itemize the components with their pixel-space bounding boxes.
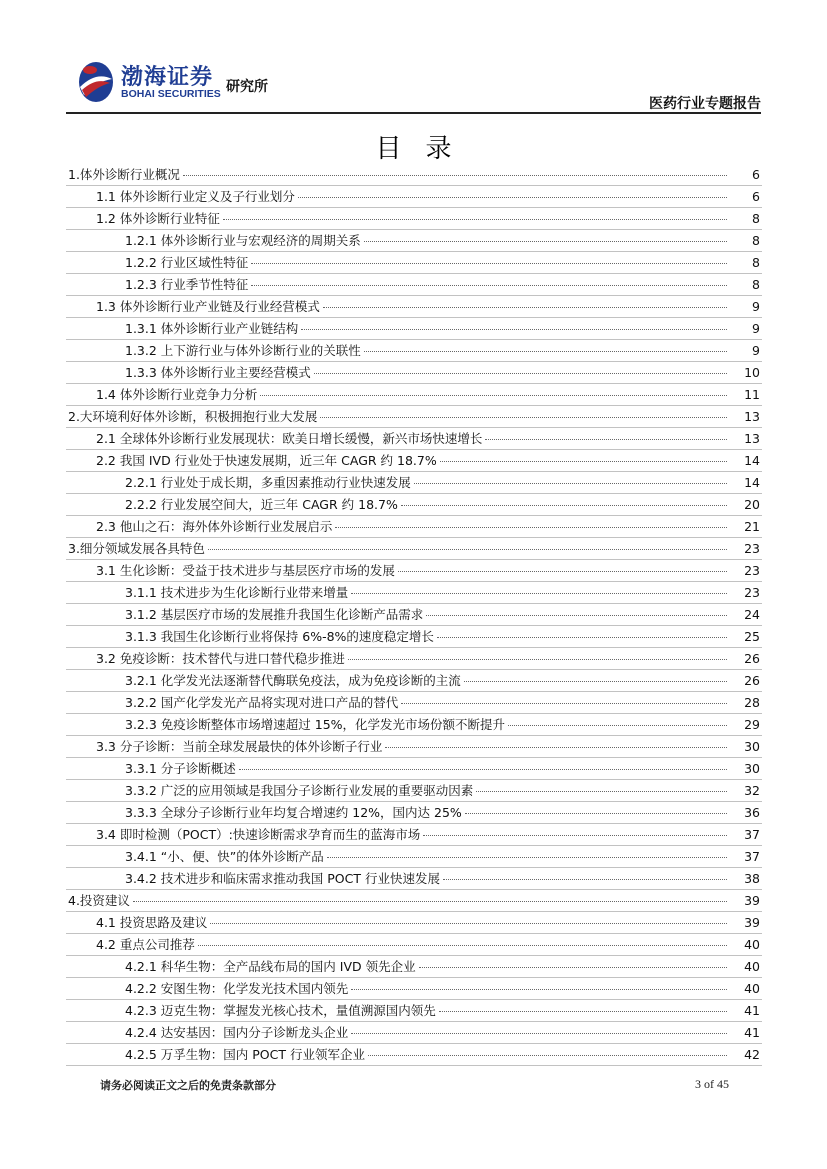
toc-entry-page: 40: [744, 981, 760, 996]
toc-entry-page: 30: [744, 761, 760, 776]
toc-entry-label: 4.投资建议: [68, 893, 130, 908]
toc-entry[interactable]: [66, 956, 762, 978]
toc-entry[interactable]: [66, 406, 762, 428]
toc-entry-label: 3.1.1 技术进步为生化诊断行业带来增量: [125, 585, 349, 600]
toc-entry-label: 3.3 分子诊断：当前全球发展最快的体外诊断子行业: [96, 739, 383, 754]
toc-entry-page: 9: [752, 321, 760, 336]
toc-entry-label: 2.2.2 行业发展空间大，近三年 CAGR 约 18.7%: [125, 497, 398, 512]
toc-entry-label: 4.2.2 安图生物：化学发光技术国内领先: [125, 981, 349, 996]
toc-entry[interactable]: [66, 648, 762, 670]
toc-leader-dots: [208, 549, 727, 550]
toc-leader-dots: [239, 769, 727, 770]
toc-entry-label: 1.2.1 体外诊断行业与宏观经济的周期关系: [125, 233, 361, 248]
toc-leader-dots: [210, 923, 727, 924]
toc-entry-page: 40: [744, 937, 760, 952]
toc-leader-dots: [401, 505, 727, 506]
page-number: 3 of 45: [695, 1077, 729, 1091]
toc-entry-page: 29: [744, 717, 760, 732]
toc-entry-label: 3.4 即时检测（POCT）:快速诊断需求孕育而生的蓝海市场: [96, 827, 421, 842]
toc-entry[interactable]: [66, 824, 762, 846]
toc-entry-page: 9: [752, 299, 760, 314]
toc-entry-page: 23: [744, 585, 760, 600]
toc-leader-dots: [364, 241, 727, 242]
toc-leader-dots: [260, 395, 727, 396]
toc-entry-page: 23: [744, 541, 760, 556]
toc-entry[interactable]: [66, 626, 762, 648]
toc-entry-page: 40: [744, 959, 760, 974]
toc-entry-page: 28: [744, 695, 760, 710]
toc-entry-page: 26: [744, 651, 760, 666]
toc-entry[interactable]: [66, 780, 762, 802]
toc-leader-dots: [348, 659, 727, 660]
toc-entry[interactable]: [66, 428, 762, 450]
toc-leader-dots: [301, 329, 727, 330]
toc-entry-page: 14: [744, 475, 760, 490]
toc-entry-page: 30: [744, 739, 760, 754]
toc-entry-page: 6: [752, 189, 760, 204]
toc-entry-label: 1.1 体外诊断行业定义及子行业划分: [96, 189, 295, 204]
toc-entry-label: 3.3.2 广泛的应用领域是我国分子诊断行业发展的重要驱动因素: [125, 783, 474, 798]
toc-leader-dots: [298, 197, 727, 198]
toc-entry-label: 3.3.1 分子诊断概述: [125, 761, 236, 776]
toc-entry[interactable]: [66, 362, 762, 384]
toc-entry-page: 38: [744, 871, 760, 886]
toc-entry[interactable]: [66, 384, 762, 406]
toc-entry-page: 39: [744, 893, 760, 908]
toc-leader-dots: [364, 351, 727, 352]
toc-entry-page: 21: [744, 519, 760, 534]
toc-entry-label: 3.2.2 国产化学发光产品将实现对进口产品的替代: [125, 695, 399, 710]
toc-entry-page: 37: [744, 827, 760, 842]
toc-entry[interactable]: [66, 560, 762, 582]
toc-leader-dots: [419, 967, 727, 968]
toc-leader-dots: [351, 989, 727, 990]
brand-name-en: BOHAI SECURITIES: [121, 88, 221, 100]
toc-entry-page: 37: [744, 849, 760, 864]
toc-entry[interactable]: [66, 670, 762, 692]
toc-leader-dots: [414, 483, 727, 484]
toc-entry-label: 3.1.3 我国生化诊断行业将保持 6%-8%的速度稳定增长: [125, 629, 434, 644]
bohai-logo-icon: [76, 57, 116, 107]
toc-entry-page: 24: [744, 607, 760, 622]
toc-entry-label: 4.2.4 达安基因：国内分子诊断龙头企业: [125, 1025, 349, 1040]
toc-entry-label: 1.3 体外诊断行业产业链及行业经营模式: [96, 299, 320, 314]
toc-leader-dots: [368, 1055, 727, 1056]
toc-entry-label: 4.2.5 万孚生物：国内 POCT 行业领军企业: [125, 1047, 365, 1062]
toc-entry[interactable]: [66, 450, 762, 472]
toc-entry-label: 1.3.2 上下游行业与体外诊断行业的关联性: [125, 343, 361, 358]
toc-leader-dots: [385, 747, 727, 748]
toc-leader-dots: [314, 373, 727, 374]
toc-entry[interactable]: [66, 340, 762, 362]
toc-entry-label: 2.2 我国 IVD 行业处于快速发展期，近三年 CAGR 约 18.7%: [96, 453, 437, 468]
toc-leader-dots: [440, 461, 727, 462]
toc-entry[interactable]: [66, 296, 762, 318]
toc-entry-page: 36: [744, 805, 760, 820]
toc-entry-label: 4.1 投资思路及建议: [96, 915, 208, 930]
toc-entry-page: 26: [744, 673, 760, 688]
toc-entry-page: 20: [744, 497, 760, 512]
header-divider: [66, 112, 761, 114]
toc-entry[interactable]: [66, 934, 762, 956]
toc-entry-label: 3.4.2 技术进步和临床需求推动我国 POCT 行业快速发展: [125, 871, 440, 886]
toc-leader-dots: [351, 1033, 727, 1034]
toc-leader-dots: [485, 439, 727, 440]
table-of-contents: [66, 164, 762, 1066]
toc-leader-dots: [426, 615, 727, 616]
toc-entry-label: 3.1.2 基层医疗市场的发展推升我国生化诊断产品需求: [125, 607, 424, 622]
toc-entry-label: 2.2.1 行业处于成长期，多重因素推动行业快速发展: [125, 475, 411, 490]
toc-entry[interactable]: [66, 978, 762, 1000]
report-type-label: 医药行业专题报告: [649, 96, 761, 112]
toc-entry-label: 2.1 全球体外诊断行业发展现状：欧美日增长缓慢，新兴市场快速增长: [96, 431, 483, 446]
toc-entry[interactable]: [66, 846, 762, 868]
toc-entry-label: 2.大环境利好体外诊断，积极拥抱行业大发展: [68, 409, 318, 424]
toc-leader-dots: [464, 681, 727, 682]
toc-entry-page: 13: [744, 409, 760, 424]
toc-entry-page: 8: [752, 233, 760, 248]
toc-entry-label: 4.2.3 迈克生物：掌握发光核心技术，量值溯源国内领先: [125, 1003, 436, 1018]
toc-entry-page: 42: [744, 1047, 760, 1062]
page-header: [0, 0, 827, 116]
toc-entry[interactable]: [66, 472, 762, 494]
toc-entry-page: 25: [744, 629, 760, 644]
toc-entry-label: 1.2.2 行业区域性特征: [125, 255, 249, 270]
toc-leader-dots: [323, 307, 727, 308]
toc-entry-page: 32: [744, 783, 760, 798]
toc-entry[interactable]: [66, 802, 762, 824]
toc-entry-page: 23: [744, 563, 760, 578]
toc-entry[interactable]: [66, 582, 762, 604]
toc-entry-label: 3.2 免疫诊断：技术替代与进口替代稳步推进: [96, 651, 345, 666]
toc-entry[interactable]: [66, 868, 762, 890]
page-title: 目录: [375, 134, 476, 164]
toc-entry-page: 41: [744, 1025, 760, 1040]
toc-entry-page: 8: [752, 277, 760, 292]
toc-entry-label: 1.体外诊断行业概况: [68, 167, 180, 182]
toc-leader-dots: [439, 1011, 727, 1012]
toc-leader-dots: [183, 175, 727, 176]
toc-leader-dots: [398, 571, 727, 572]
toc-leader-dots: [335, 527, 727, 528]
toc-leader-dots: [401, 703, 727, 704]
toc-entry[interactable]: [66, 516, 762, 538]
toc-entry-label: 1.4 体外诊断行业竞争力分析: [96, 387, 258, 402]
toc-leader-dots: [443, 879, 727, 880]
toc-entry[interactable]: [66, 890, 762, 912]
toc-entry[interactable]: [66, 714, 762, 736]
disclaimer-note: 请务必阅读正文之后的免责条款部分: [100, 1079, 276, 1092]
toc-entry-page: 8: [752, 255, 760, 270]
toc-entry[interactable]: [66, 692, 762, 714]
toc-entry[interactable]: [66, 494, 762, 516]
toc-entry-label: 4.2 重点公司推荐: [96, 937, 195, 952]
toc-entry-label: 1.2.3 行业季节性特征: [125, 277, 249, 292]
toc-entry[interactable]: [66, 1022, 762, 1044]
toc-entry[interactable]: [66, 252, 762, 274]
toc-leader-dots: [198, 945, 727, 946]
toc-entry-page: 9: [752, 343, 760, 358]
toc-entry[interactable]: [66, 208, 762, 230]
toc-leader-dots: [437, 637, 727, 638]
toc-entry-label: 3.1 生化诊断：受益于技术进步与基层医疗市场的发展: [96, 563, 395, 578]
toc-entry-page: 14: [744, 453, 760, 468]
toc-entry[interactable]: [66, 1044, 762, 1066]
toc-entry[interactable]: [66, 538, 762, 560]
toc-entry-label: 4.2.1 科华生物：全产品线布局的国内 IVD 领先企业: [125, 959, 416, 974]
toc-leader-dots: [327, 857, 727, 858]
toc-entry-page: 39: [744, 915, 760, 930]
toc-entry-page: 10: [744, 365, 760, 380]
toc-entry-page: 41: [744, 1003, 760, 1018]
toc-entry-label: 3.2.3 免疫诊断整体市场增速超过 15%，化学发光市场份额不断提升: [125, 717, 506, 732]
toc-entry[interactable]: [66, 164, 762, 186]
toc-entry[interactable]: [66, 318, 762, 340]
institute-label: 研究所: [226, 79, 268, 95]
toc-leader-dots: [476, 791, 727, 792]
toc-entry[interactable]: [66, 758, 762, 780]
toc-entry[interactable]: [66, 736, 762, 758]
toc-leader-dots: [251, 285, 727, 286]
toc-leader-dots: [133, 901, 727, 902]
toc-entry[interactable]: [66, 1000, 762, 1022]
toc-entry-label: 2.3 他山之石：海外体外诊断行业发展启示: [96, 519, 333, 534]
toc-entry[interactable]: [66, 274, 762, 296]
toc-leader-dots: [223, 219, 727, 220]
toc-leader-dots: [423, 835, 727, 836]
toc-entry[interactable]: [66, 912, 762, 934]
toc-leader-dots: [320, 417, 727, 418]
toc-entry-label: 1.3.3 体外诊断行业主要经营模式: [125, 365, 311, 380]
toc-entry-label: 3.2.1 化学发光法逐渐替代酶联免疫法，成为免疫诊断的主流: [125, 673, 461, 688]
toc-entry-page: 11: [744, 387, 760, 402]
toc-leader-dots: [351, 593, 727, 594]
toc-entry-page: 8: [752, 211, 760, 226]
toc-entry-label: 1.3.1 体外诊断行业产业链结构: [125, 321, 299, 336]
toc-entry-page: 13: [744, 431, 760, 446]
brand-name-cn: 渤海证券: [121, 64, 214, 90]
toc-leader-dots: [508, 725, 727, 726]
toc-entry-label: 3.4.1 “小、便、快”的体外诊断产品: [125, 849, 324, 864]
toc-entry[interactable]: [66, 186, 762, 208]
toc-entry-label: 3.细分领域发展各具特色: [68, 541, 205, 556]
toc-entry-label: 1.2 体外诊断行业特征: [96, 211, 220, 226]
toc-entry[interactable]: [66, 604, 762, 626]
toc-entry-label: 3.3.3 全球分子诊断行业年均复合增速约 12%，国内达 25%: [125, 805, 462, 820]
toc-leader-dots: [251, 263, 727, 264]
toc-entry-page: 6: [752, 167, 760, 182]
toc-leader-dots: [465, 813, 727, 814]
toc-entry[interactable]: [66, 230, 762, 252]
